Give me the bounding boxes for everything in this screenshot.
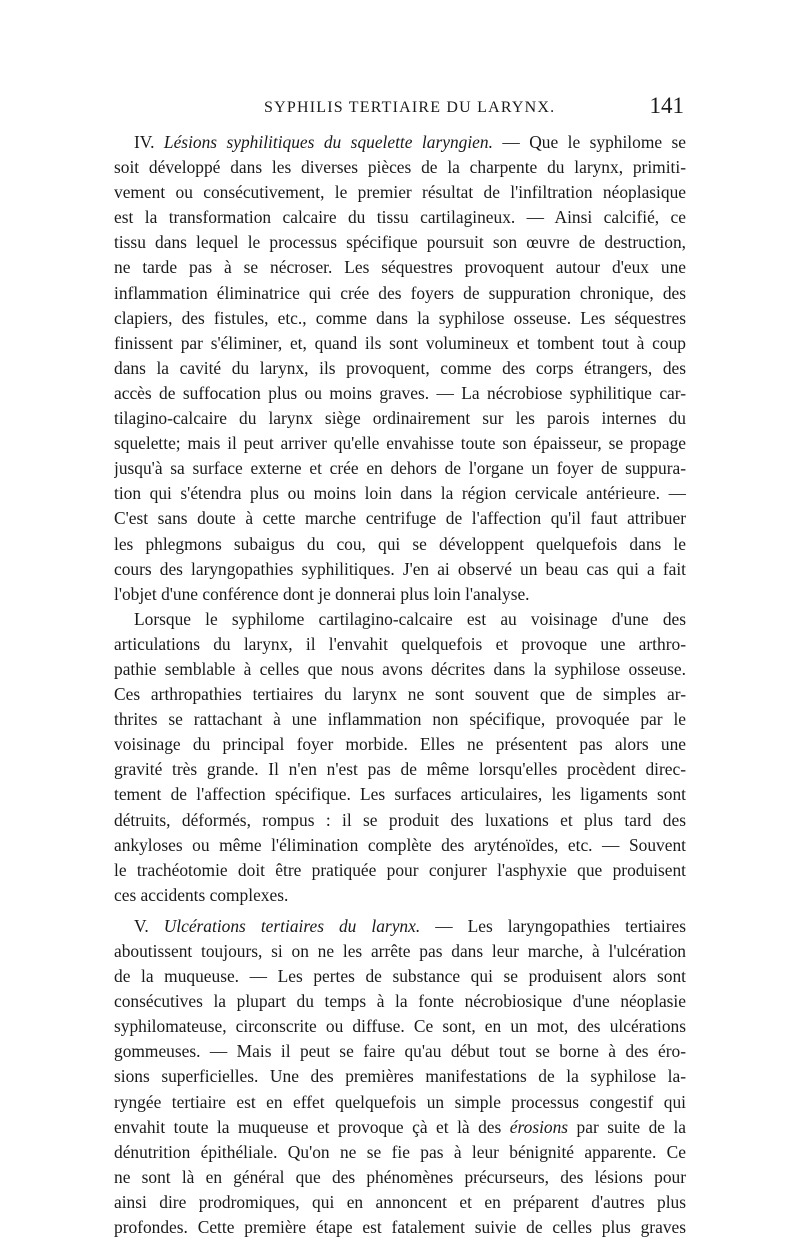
paragraph-ulcerations xyxy=(114,914,686,1240)
text-line: accès de suffocation plus ou moins graves. — La nécrobiose syphilitique car- xyxy=(114,382,686,403)
text-line: dans la cavité du larynx, ils provoquent, comme des corps étrangers, des xyxy=(114,357,686,378)
text-line: envahit toute la muqueuse et provoque çà et là des érosions par suite de la xyxy=(114,1116,686,1137)
text-line: les phlegmons subaigus du cou, qui se développent quelquefois dans le xyxy=(114,533,686,554)
text-line: gravité très grande. Il n'en n'est pas de même lorsqu'elles procèdent direc- xyxy=(114,759,686,780)
paragraph-arthropathies xyxy=(114,607,686,908)
text-line: squelette; mais il peut arriver qu'elle envahisse toute son épaisseur, se propage xyxy=(114,433,686,454)
text-line: ne tarde pas à se nécroser. Les séquestres provoquent autour d'eux une xyxy=(114,257,686,278)
page-body xyxy=(114,130,686,1240)
emphasis-erosions: érosions xyxy=(509,1116,569,1137)
text-line: finissent par s'éliminer, et, quand ils sont volumineux et tombent tout à coup xyxy=(114,332,686,353)
text-line: ryngée tertiaire est en effet quelquefois un simple processus congestif qui xyxy=(114,1091,686,1112)
text-line: ankyloses ou même l'élimination complète des aryténoïdes, etc. — Souvent xyxy=(114,834,686,855)
text-line: le trachéotomie doit être pratiquée pour conjurer l'asphyxie que produisent xyxy=(114,859,686,880)
text-line: Ces arthropathies tertiaires du larynx ne sont souvent que de simples ar- xyxy=(114,684,686,705)
text-line: de la muqueuse. — Les pertes de substance qui se produisent alors sont xyxy=(114,966,686,987)
text-line: cours des laryngopathies syphilitiques. J'en ai observé un beau cas qui a fait xyxy=(114,558,686,579)
text-line: tement de l'affection spécifique. Les surfaces articulaires, les ligaments sont xyxy=(114,784,686,805)
text-line: IV. Lésions syphilitiques du squelette laryngien. — Que le syphilome se xyxy=(134,132,686,152)
section-number: V. xyxy=(134,915,164,936)
text-line: V. Ulcérations tertiaires du larynx. — Les laryngopathies tertiaires xyxy=(134,915,686,936)
text-line: dénutrition épithéliale. Qu'on ne se fie pas à leur bénignité apparente. Ce xyxy=(114,1141,686,1162)
text-line: consécutives la plupart du temps à la fonte nécrobiosique d'une néoplasie xyxy=(114,991,686,1012)
text-line: est la transformation calcaire du tissu cartilagineux. — Ainsi calcifié, ce xyxy=(114,207,686,228)
text-line: articulations du larynx, il l'envahit quelquefois et provoque une arthro- xyxy=(114,633,686,654)
text-line: voisinage du principal foyer morbide. Elles ne présentent pas alors une xyxy=(114,734,686,755)
text-line: ces accidents complexes. xyxy=(114,884,289,905)
text-line: ainsi dire prodromiques, qui en annoncent et en préparent d'autres plus xyxy=(114,1191,686,1212)
text-line: sions superficielles. Une des premières manifestations de la syphilose la- xyxy=(114,1066,686,1087)
page-header xyxy=(114,93,686,127)
text-line: tilagino-calcaire du larynx siège ordinairement sur les parois internes du xyxy=(114,408,686,429)
running-head: SYPHILIS TERTIAIRE DU LARYNX. xyxy=(264,99,556,116)
text-line: profondes. Cette première étape est fatalement suivie de celles plus graves xyxy=(114,1217,686,1238)
text-line: l'objet d'une conférence dont je donnerai plus loin l'analyse. xyxy=(114,583,530,604)
text-line: syphilomateuse, circonscrite ou diffuse. Ce sont, en un mot, des ulcérations xyxy=(114,1016,686,1037)
text-line: détruits, déformés, rompus : il se produit des luxations et plus tard des xyxy=(114,809,686,830)
text-line: pathie semblable à celles que nous avons décrites dans la syphilose osseuse. xyxy=(114,658,686,679)
text-line: C'est sans doute à cette marche centrifuge de l'affection qu'il faut attribuer xyxy=(114,508,686,529)
text-line: vement ou consécutivement, le premier résultat de l'infiltration néoplasique xyxy=(114,182,686,203)
text-line: tion qui s'étendra plus ou moins loin dans la région cervicale antérieure. — xyxy=(114,483,686,504)
section-heading: Lésions syphilitiques du squelette laryngien. xyxy=(163,132,493,152)
text-line: Lorsque le syphilome cartilagino-calcaire est au voisinage d'une des xyxy=(134,608,686,629)
section-number: IV. xyxy=(134,132,164,152)
text-line: jusqu'à sa surface externe et crée en dehors de l'organe un foyer de suppura- xyxy=(114,458,686,479)
text-line: thrites se rattachant à une inflammation non spécifique, provoquée par le xyxy=(114,709,686,730)
text-line: clapiers, des fistules, etc., comme dans la syphilose osseuse. Les séquestres xyxy=(114,307,686,328)
text-line: ne sont là en général que des phénomènes précurseurs, des lésions pour xyxy=(114,1166,686,1187)
paragraph-squelette xyxy=(114,130,686,607)
text-line: aboutissent toujours, si on ne les arrête pas dans leur marche, à l'ulcération xyxy=(114,941,686,961)
section-heading: Ulcérations tertiaires du larynx. xyxy=(163,915,421,936)
text-line: inflammation éliminatrice qui crée des foyers de suppuration chronique, des xyxy=(114,282,686,303)
text-line: soit développé dans les diverses pièces de la charpente du larynx, primiti- xyxy=(114,157,686,178)
text-line: tissu dans lequel le processus spécifique poursuit son œuvre de destruction, xyxy=(114,232,686,253)
text-line: gommeuses. — Mais il peut se faire qu'au début tout se borne à des éro- xyxy=(114,1041,686,1062)
page-number: 141 xyxy=(649,93,684,118)
